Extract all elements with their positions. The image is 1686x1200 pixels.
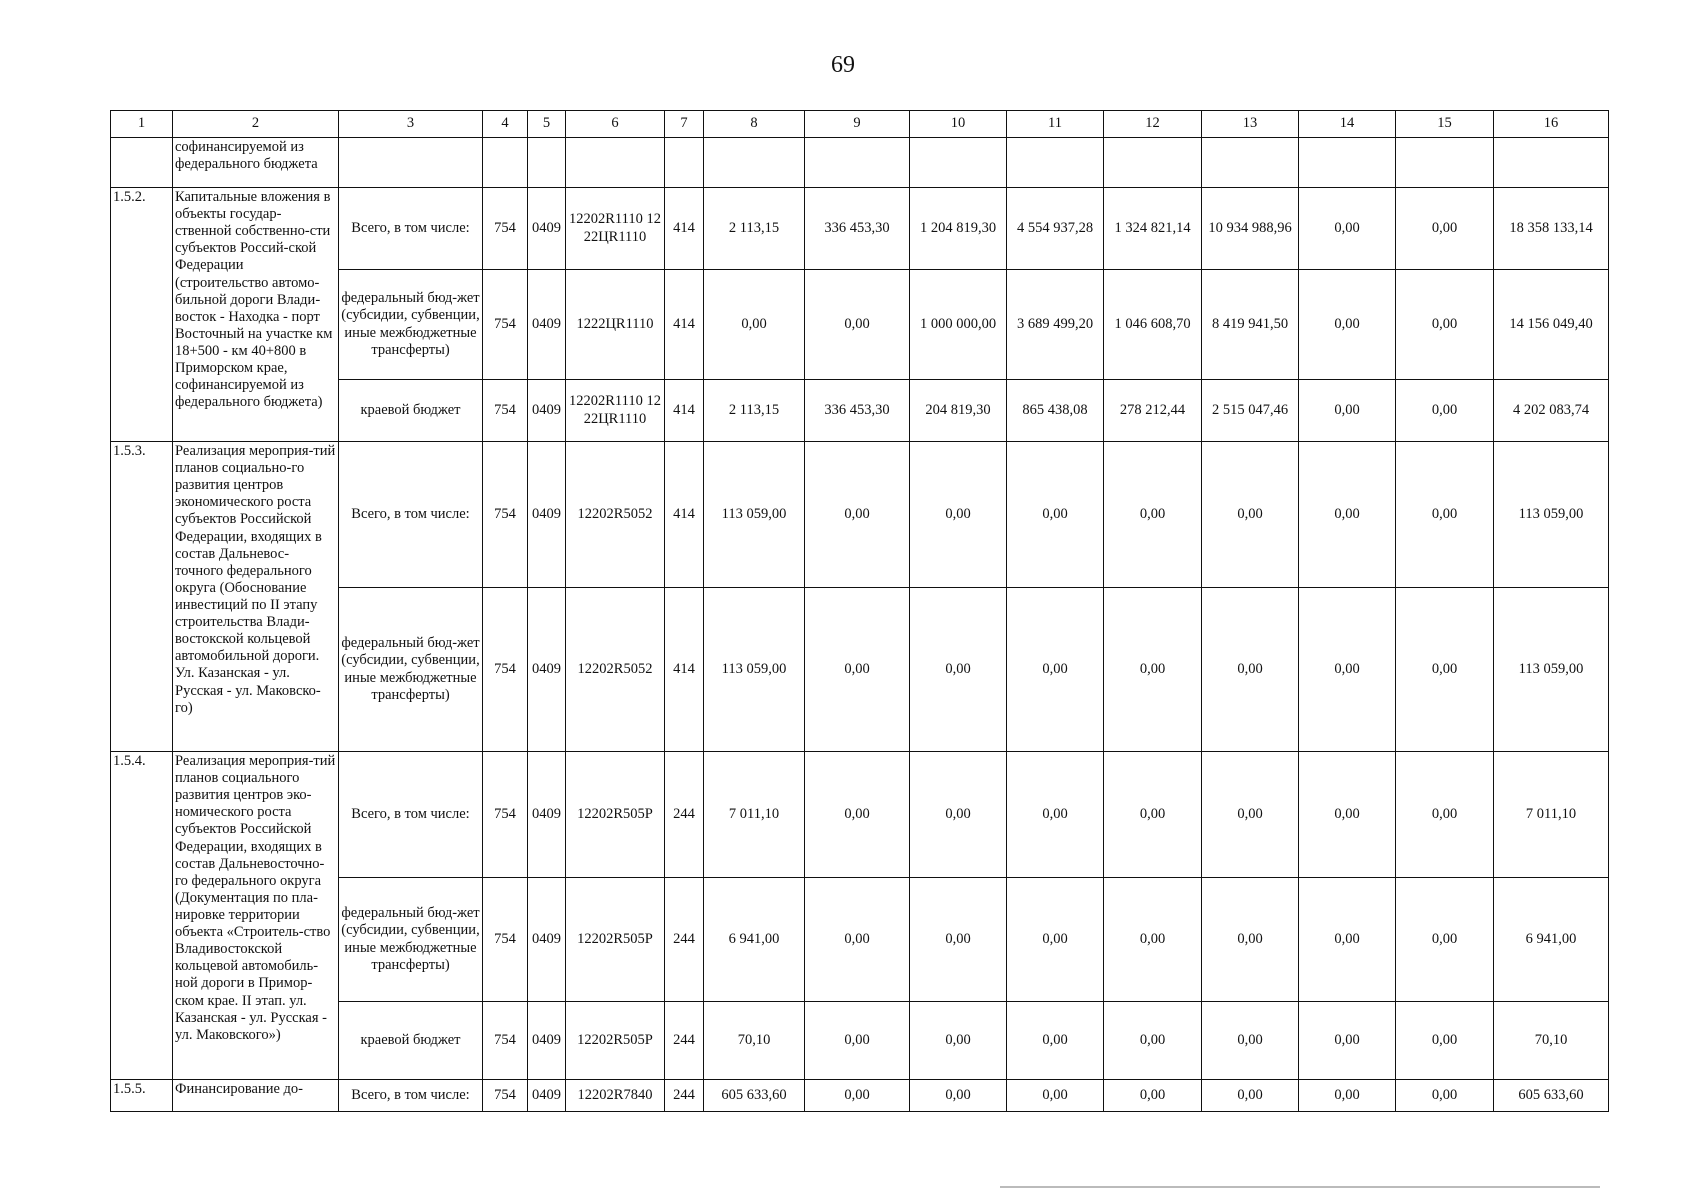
code-cell: 0409	[528, 588, 566, 752]
header-cell: 8	[704, 111, 805, 138]
value-cell: 0,00	[1396, 752, 1494, 878]
code-cell: 1222ЦR1110	[566, 270, 665, 380]
value-cell: 0,00	[1104, 442, 1202, 588]
description-cell: Финансирование до-	[173, 1080, 339, 1112]
value-cell: 0,00	[805, 1002, 910, 1080]
value-cell: 0,00	[1104, 878, 1202, 1002]
code-cell: 244	[665, 878, 704, 1002]
value-cell: 6 941,00	[1494, 878, 1609, 1002]
code-cell: 0409	[528, 380, 566, 442]
value-cell: 4 202 083,74	[1494, 380, 1609, 442]
empty-cell	[704, 138, 805, 188]
empty-cell	[1104, 138, 1202, 188]
value-cell: 0,00	[1396, 188, 1494, 270]
value-cell: 0,00	[1396, 270, 1494, 380]
value-cell: 1 324 821,14	[1104, 188, 1202, 270]
code-cell: 754	[483, 270, 528, 380]
funding-source-cell: федеральный бюд-жет (субсидии, субвенции, иные межбюджетные трансферты)	[339, 878, 483, 1002]
header-cell: 3	[339, 111, 483, 138]
code-cell: 754	[483, 878, 528, 1002]
funding-source-cell: краевой бюджет	[339, 1002, 483, 1080]
value-cell: 14 156 049,40	[1494, 270, 1609, 380]
empty-cell	[339, 138, 483, 188]
code-cell: 0409	[528, 752, 566, 878]
value-cell: 0,00	[805, 442, 910, 588]
header-cell: 11	[1007, 111, 1104, 138]
header-row	[111, 111, 1609, 138]
value-cell: 0,00	[1299, 380, 1396, 442]
value-cell: 0,00	[1299, 588, 1396, 752]
value-cell: 605 633,60	[704, 1080, 805, 1112]
value-cell: 1 204 819,30	[910, 188, 1007, 270]
value-cell: 113 059,00	[704, 588, 805, 752]
row-number-cell	[111, 138, 173, 188]
value-cell: 113 059,00	[1494, 588, 1609, 752]
empty-cell	[483, 138, 528, 188]
value-cell: 0,00	[805, 878, 910, 1002]
value-cell: 0,00	[1104, 1080, 1202, 1112]
value-cell: 113 059,00	[1494, 442, 1609, 588]
header-cell: 16	[1494, 111, 1609, 138]
value-cell: 0,00	[805, 270, 910, 380]
budget-table	[110, 110, 1609, 1112]
value-cell: 0,00	[1104, 588, 1202, 752]
row-number-cell: 1.5.5.	[111, 1080, 173, 1112]
value-cell: 4 554 937,28	[1007, 188, 1104, 270]
value-cell: 0,00	[1396, 1080, 1494, 1112]
funding-source-cell: Всего, в том числе:	[339, 752, 483, 878]
value-cell: 0,00	[1299, 270, 1396, 380]
value-cell: 0,00	[1007, 752, 1104, 878]
header-cell: 10	[910, 111, 1007, 138]
funding-source-cell: федеральный бюд-жет (субсидии, субвенции, иные межбюджетные трансферты)	[339, 270, 483, 380]
value-cell: 0,00	[910, 878, 1007, 1002]
value-cell: 8 419 941,50	[1202, 270, 1299, 380]
description-cell: Реализация мероприя-тий планов социального развития центров эко-номического роста субъектов Российской Федерации, входящих в состав Дальневосточно-го федерального округа (Документация по пла-нировке территории объекта «Строитель-ство Владивостокской кольцевой автомобиль-ной дороги в Примор-ском крае. II этап. ул. Казанская - ул. Русская - ул. Маковского»)	[173, 752, 339, 1080]
value-cell: 0,00	[1202, 588, 1299, 752]
value-cell: 0,00	[1299, 442, 1396, 588]
value-cell: 0,00	[1396, 1002, 1494, 1080]
value-cell: 605 633,60	[1494, 1080, 1609, 1112]
value-cell: 0,00	[1396, 442, 1494, 588]
value-cell: 0,00	[1202, 1002, 1299, 1080]
value-cell: 0,00	[1202, 878, 1299, 1002]
funding-source-cell: Всего, в том числе:	[339, 188, 483, 270]
value-cell: 0,00	[1396, 588, 1494, 752]
code-cell: 12202R505P	[566, 752, 665, 878]
value-cell: 0,00	[910, 1080, 1007, 1112]
value-cell: 2 113,15	[704, 380, 805, 442]
value-cell: 0,00	[805, 588, 910, 752]
code-cell: 244	[665, 1080, 704, 1112]
value-cell: 7 011,10	[1494, 752, 1609, 878]
header-cell: 12	[1104, 111, 1202, 138]
value-cell: 0,00	[1396, 878, 1494, 1002]
code-cell: 12202R5052	[566, 442, 665, 588]
empty-cell	[665, 138, 704, 188]
header-cell: 1	[111, 111, 173, 138]
header-cell: 9	[805, 111, 910, 138]
value-cell: 204 819,30	[910, 380, 1007, 442]
value-cell: 0,00	[1104, 1002, 1202, 1080]
code-cell: 0409	[528, 1002, 566, 1080]
funding-source-cell: Всего, в том числе:	[339, 1080, 483, 1112]
code-cell: 754	[483, 752, 528, 878]
code-cell: 244	[665, 1002, 704, 1080]
header-cell: 15	[1396, 111, 1494, 138]
header-cell: 4	[483, 111, 528, 138]
page-number: 69	[831, 52, 855, 78]
row-number-cell: 1.5.3.	[111, 442, 173, 752]
code-cell: 0409	[528, 878, 566, 1002]
value-cell: 0,00	[1299, 188, 1396, 270]
code-cell: 754	[483, 1080, 528, 1112]
empty-cell	[910, 138, 1007, 188]
empty-cell	[1396, 138, 1494, 188]
code-cell: 12202R5052	[566, 588, 665, 752]
value-cell: 278 212,44	[1104, 380, 1202, 442]
value-cell: 70,10	[1494, 1002, 1609, 1080]
value-cell: 0,00	[1202, 1080, 1299, 1112]
code-cell: 12202R1110 1222ЦR1110	[566, 188, 665, 270]
value-cell: 1 000 000,00	[910, 270, 1007, 380]
value-cell: 0,00	[1299, 752, 1396, 878]
code-cell: 414	[665, 270, 704, 380]
description-cell: софинансируемой из федерального бюджета	[173, 138, 339, 188]
value-cell: 70,10	[704, 1002, 805, 1080]
code-cell: 754	[483, 442, 528, 588]
value-cell: 0,00	[910, 442, 1007, 588]
value-cell: 3 689 499,20	[1007, 270, 1104, 380]
code-cell: 754	[483, 188, 528, 270]
empty-cell	[805, 138, 910, 188]
value-cell: 0,00	[704, 270, 805, 380]
value-cell: 10 934 988,96	[1202, 188, 1299, 270]
table-row	[111, 138, 1609, 188]
table-row	[111, 1080, 1609, 1112]
code-cell: 12202R505P	[566, 878, 665, 1002]
code-cell: 754	[483, 1002, 528, 1080]
header-cell: 7	[665, 111, 704, 138]
table-row	[111, 188, 1609, 270]
value-cell: 0,00	[805, 752, 910, 878]
value-cell: 0,00	[1299, 878, 1396, 1002]
value-cell: 2 515 047,46	[1202, 380, 1299, 442]
empty-cell	[566, 138, 665, 188]
header-cell: 13	[1202, 111, 1299, 138]
empty-cell	[1299, 138, 1396, 188]
code-cell: 0409	[528, 270, 566, 380]
value-cell: 0,00	[910, 752, 1007, 878]
funding-source-cell: краевой бюджет	[339, 380, 483, 442]
value-cell: 1 046 608,70	[1104, 270, 1202, 380]
description-cell: Реализация мероприя-тий планов социально-го развития центров экономического роста субъектов Российской Федерации, входящих в состав Дальневос-точного федерального округа (Обоснование инвестиций по II этапу строительства Влади-востокской кольцевой автомобильной дороги. Ул. Казанская - ул. Русская - ул. Маковско-го)	[173, 442, 339, 752]
code-cell: 12202R7840	[566, 1080, 665, 1112]
value-cell: 113 059,00	[704, 442, 805, 588]
value-cell: 0,00	[910, 1002, 1007, 1080]
value-cell: 7 011,10	[704, 752, 805, 878]
value-cell: 0,00	[1007, 878, 1104, 1002]
code-cell: 244	[665, 752, 704, 878]
value-cell: 0,00	[1007, 1080, 1104, 1112]
header-cell: 2	[173, 111, 339, 138]
value-cell: 336 453,30	[805, 380, 910, 442]
code-cell: 0409	[528, 188, 566, 270]
value-cell: 0,00	[1396, 380, 1494, 442]
empty-cell	[528, 138, 566, 188]
value-cell: 2 113,15	[704, 188, 805, 270]
value-cell: 336 453,30	[805, 188, 910, 270]
code-cell: 0409	[528, 442, 566, 588]
header-cell: 6	[566, 111, 665, 138]
code-cell: 0409	[528, 1080, 566, 1112]
empty-cell	[1202, 138, 1299, 188]
value-cell: 0,00	[1007, 588, 1104, 752]
table-row	[111, 442, 1609, 588]
code-cell: 414	[665, 588, 704, 752]
code-cell: 12202R1110 1222ЦR1110	[566, 380, 665, 442]
empty-cell	[1007, 138, 1104, 188]
empty-cell	[1494, 138, 1609, 188]
table-row	[111, 752, 1609, 878]
funding-source-cell: Всего, в том числе:	[339, 442, 483, 588]
code-cell: 754	[483, 588, 528, 752]
value-cell: 0,00	[1202, 442, 1299, 588]
value-cell: 0,00	[1007, 1002, 1104, 1080]
description-cell: Капитальные вложения в объекты государ-ственной собственно-сти субъектов Россий-ской Федерации (строительство автомо-бильной дороги Влади-восток - Находка - порт Восточный на участке км 18+500 - км 40+800 в Приморском крае, софинансируемой из федерального бюджета)	[173, 188, 339, 442]
row-number-cell: 1.5.2.	[111, 188, 173, 442]
code-cell: 414	[665, 188, 704, 270]
value-cell: 0,00	[1104, 752, 1202, 878]
value-cell: 6 941,00	[704, 878, 805, 1002]
funding-source-cell: федеральный бюд-жет (субсидии, субвенции, иные межбюджетные трансферты)	[339, 588, 483, 752]
row-number-cell: 1.5.4.	[111, 752, 173, 1080]
code-cell: 12202R505P	[566, 1002, 665, 1080]
scan-artifact-line	[1000, 1186, 1600, 1188]
value-cell: 0,00	[1007, 442, 1104, 588]
header-cell: 14	[1299, 111, 1396, 138]
value-cell: 18 358 133,14	[1494, 188, 1609, 270]
header-cell: 5	[528, 111, 566, 138]
value-cell: 0,00	[805, 1080, 910, 1112]
code-cell: 754	[483, 380, 528, 442]
code-cell: 414	[665, 442, 704, 588]
value-cell: 0,00	[1299, 1002, 1396, 1080]
code-cell: 414	[665, 380, 704, 442]
value-cell: 0,00	[910, 588, 1007, 752]
value-cell: 0,00	[1299, 1080, 1396, 1112]
value-cell: 0,00	[1202, 752, 1299, 878]
value-cell: 865 438,08	[1007, 380, 1104, 442]
